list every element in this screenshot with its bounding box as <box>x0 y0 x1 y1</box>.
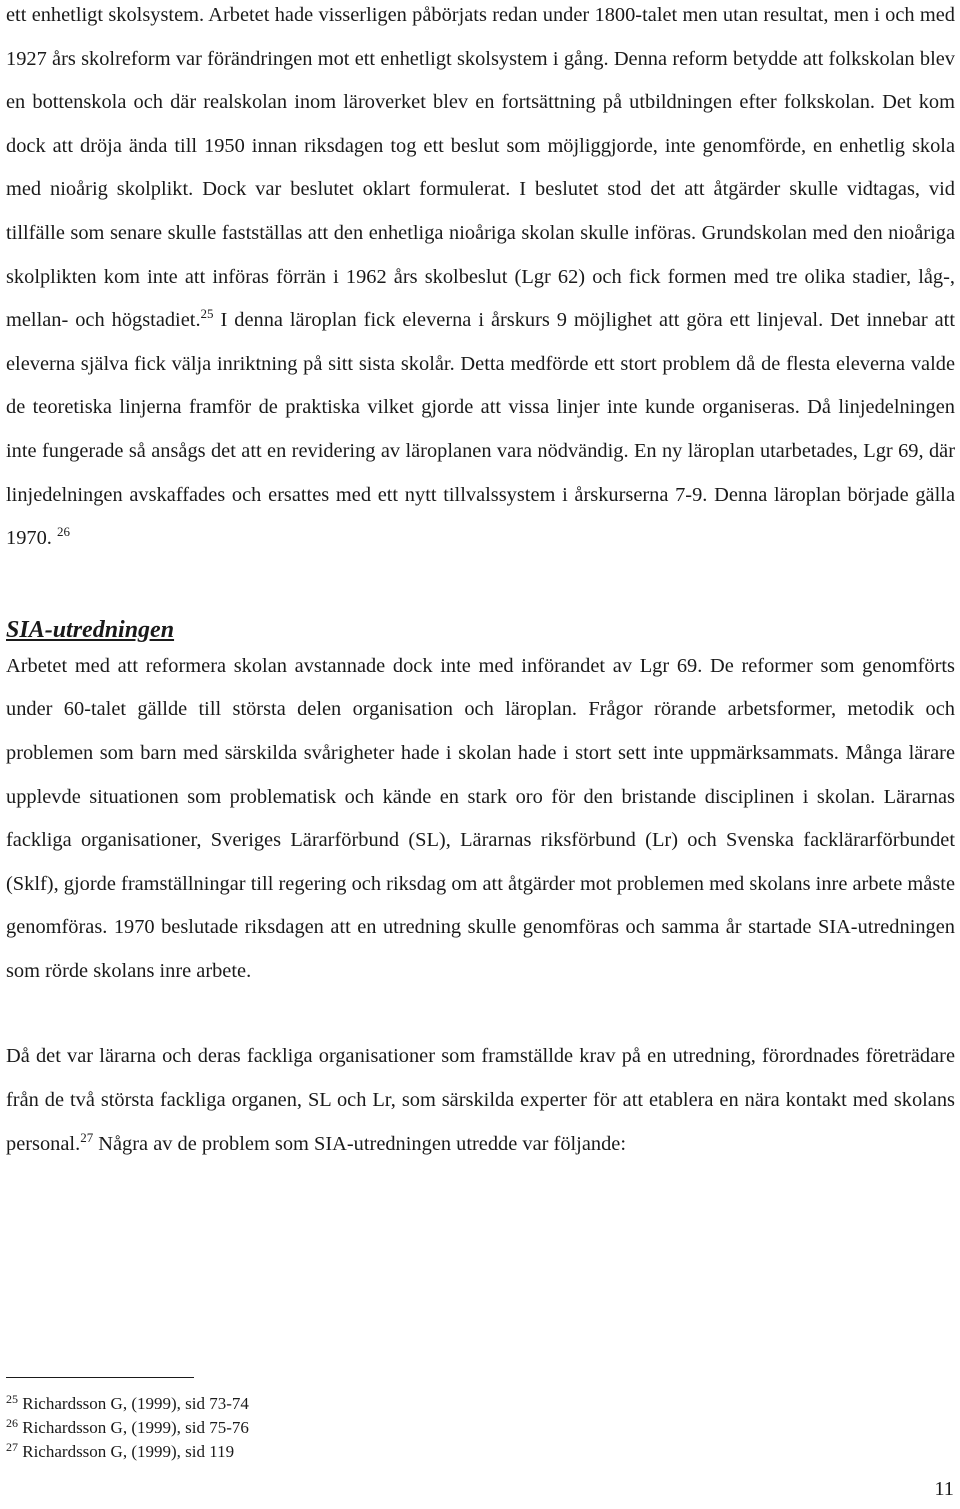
paragraph-3-text-b: Några av de problem som SIA-utredningen utredde var följande: <box>93 1132 627 1155</box>
footnote-separator <box>6 1377 194 1378</box>
footnote-number: 25 <box>6 1392 18 1406</box>
footnote-number: 26 <box>6 1416 18 1430</box>
body-paragraph-1 <box>6 0 955 561</box>
footnote-item <box>6 1440 606 1464</box>
footnote-ref-27: 27 <box>80 1129 94 1145</box>
document-page <box>6 0 955 1166</box>
section-heading: SIA-utredningen <box>6 616 175 643</box>
footnote-number: 27 <box>6 1440 18 1454</box>
body-paragraph-3 <box>6 1035 955 1166</box>
paragraph-1-text-a: ett enhetligt skolsystem. Arbetet hade visserligen påbörjats redan under 1800-talet men utan resultat, men i och med 1927 års skolreform var förändringen mot ett enhetligt skolsystem i gång. Denna reform betydde att folkskolan blev en bottenskola och där realskolan inom läroverket blev en fortsättning på utbildningen efter folkskolan. Det kom dock att dröja ända till 1950 innan riksdagen tog ett beslut som möjliggjorde, inte genomförde, en enhetlig skola med nioårig skolplikt. Dock var beslutet oklart formulerat. I beslutet stod det att åtgärder skulle vidtagas, vid tillfälle som senare skulle fastställas att den enhetliga nioåriga skolan skulle införas. Grundskolan med den nioåriga skolplikten kom inte att införas förrän i 1962 års skolbeslut (Lgr 62) och fick formen med tre olika stadier, låg-, mellan- och högstadiet. <box>6 4 955 332</box>
paragraph-3-text-a: Då det var lärarna och deras fackliga organisationer som framställde krav på en utredning, förordnades företrädare från de två största fackliga organen, SL och Lr, som särskilda experter för att etablera en nära kontakt med skolans personal. <box>6 1045 955 1155</box>
paragraph-1-text-b: I denna läroplan fick eleverna i årskurs 9 möjlighet att göra ett linjeval. Det innebar att eleverna själva fick välja inriktning på sitt sista skolår. Detta medförde ett stort problem då de flesta eleverna valde de teoretiska linjerna framför de praktiska vilket gjorde att vissa linjer inte kunde organiseras. Då linjedelningen inte fungerade så ansågs det att en revidering av läroplanen vara nödvändig. En ny läroplan utarbetades, Lgr 69, där linjedelningen avskaffades och ersattes med ett nytt tillvalssystem i årskurserna 7-9. Denna läroplan började gälla 1970. <box>6 309 955 550</box>
footnotes <box>6 1392 606 1464</box>
body-paragraph-2: Arbetet med att reformera skolan avstannade dock inte med införandet av Lgr 69. De reformer som genomförts under 60-talet gällde till största delen organisation och läroplan. Frågor rörande arbetsformer, metodik och problemen som barn med särskilda svårigheter hade i skolan hade i stort sett inte uppmärksammats. Många lärare upplevde situationen som problematisk och kände en stark oro för den bristande disciplinen i skolan. Lärarnas fackliga organisationer, Sveriges Lärarförbund (SL), Lärarnas riksförbund (Lr) och Svenska facklärarförbundet (Sklf), gjorde framställningar till regering och riksdag om att åtgärder mot problemen med skolans inre arbete måste genomföras. 1970 beslutade riksdagen att en utredning skulle genomföras och samma år startade SIA-utredningen som rörde skolans inre arbete. <box>6 654 955 982</box>
footnote-text: Richardsson G, (1999), sid 119 <box>22 1442 235 1461</box>
footnote-item <box>6 1416 606 1440</box>
footnote-ref-26: 26 <box>57 524 70 540</box>
footnote-text: Richardsson G, (1999), sid 75-76 <box>22 1418 249 1437</box>
footnote-item <box>6 1392 606 1416</box>
footnote-text: Richardsson G, (1999), sid 73-74 <box>22 1394 249 1413</box>
footnote-ref-25: 25 <box>200 306 214 322</box>
page-number: 11 <box>934 1478 954 1500</box>
